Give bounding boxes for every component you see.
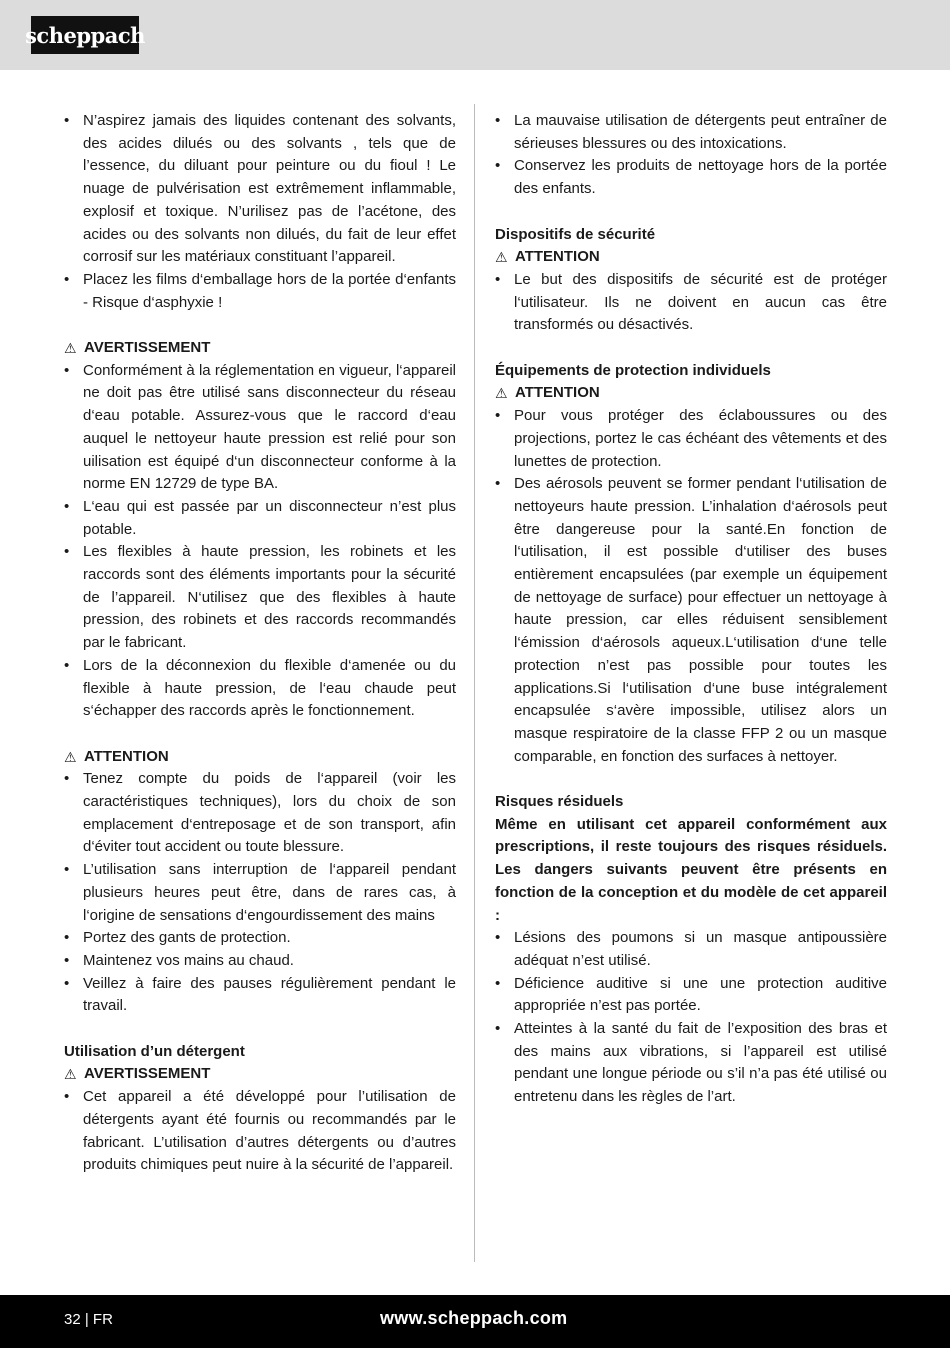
list-item: • Déficience auditive si une une protection auditive appropriée n’est pas portée. <box>495 974 887 1015</box>
list-item: • Des aérosols peuvent se former pendant l‘utilisation de nettoyeurs haute pression. L’inhalation d‘aérosols peut être dangereuse pour la santé.En fonction de l‘utilisation, il est possible d‘utiliser des buses entièrement encapsulées (par exemple un équipement de nettoyage de surface) pour effectuer un nettoyage à haute pression, car elles réduisent sensiblement l‘émission d‘aérosols aqueux.L‘utilisation d‘une telle protection n’est pas possible pour toutes les applications.Si l‘utilisation d‘une buse intégralement encapsulée s‘avère impossible, utilisez alors un masque respiratoire de la classe FFP 2 ou un masque comparable, en fonction des surfaces à nettoyer. <box>495 475 887 765</box>
page-footer <box>0 1295 950 1348</box>
list-item: • Veillez à faire des pauses régulièrement pendant le travail. <box>64 974 456 1015</box>
list-item: • Pour vous protéger des éclaboussures ou des projections, portez le cas échéant des vêtements et des lunettes de protection. <box>495 407 887 470</box>
attention-heading: ⚠ ATTENTION <box>495 246 887 269</box>
warning-triangle-icon: ⚠ <box>64 748 77 765</box>
list-item: • N’aspirez jamais des liquides contenant des solvants, des acides dilués ou des solvants , tels que de l’essence, du diluant pour peinture ou du fioul ! Le nuage de pulvérisation est extrêmement inflammable, explosif et toxique. N’urilisez pas de l’acétone, des acides ou des solvants non dilués, du fait de leur effet corrosif sur les matériaux constituant l’appareil. <box>64 112 456 266</box>
intro-bullet-list <box>495 110 887 201</box>
left-column <box>64 110 456 1177</box>
warning-triangle-icon: ⚠ <box>495 249 508 266</box>
list-item: • Le but des dispositifs de sécurité est de protéger l‘utilisateur. Ils ne doivent en aucun cas être transformés ou désactivés. <box>495 270 887 334</box>
avertissement-bullet-list <box>64 360 456 723</box>
detergent-bullet-list <box>64 1086 456 1177</box>
website-url: www.scheppach.com <box>380 1308 568 1328</box>
list-item: • Conservez les produits de nettoyage hors de la portée des enfants. <box>495 157 887 198</box>
list-item: • Lors de la déconnexion du flexible d‘amenée ou du flexible à haute pression, de l‘eau chaude peut s‘échapper des raccords après le fonctionnement. <box>64 656 456 720</box>
avertissement-heading: ⚠ AVERTISSEMENT <box>64 337 456 360</box>
list-item: • Portez des gants de protection. <box>64 929 291 947</box>
list-item: • Les flexibles à haute pression, les robinets et les raccords sont des éléments importants pour la sécurité de l’appareil. N‘utilisez que des flexibles à haute pression, des robinets et des raccords recommandés par le fabricant. <box>64 543 456 652</box>
list-item: • Lésions des poumons si un masque antipoussière adéquat n’est utilisé. <box>495 929 887 969</box>
residual-risks-bullet-list <box>495 927 887 1109</box>
list-item: • La mauvaise utilisation de détergents peut entraîner de sérieuses blessures ou des intoxications. <box>495 112 887 152</box>
list-item: • L’utilisation sans interruption de l‘appareil pendant plusieurs heures peut être, dans de rares cas, à l‘origine de sensations d‘engourdissement des mains <box>64 861 456 924</box>
warning-triangle-icon: ⚠ <box>495 385 508 402</box>
attention-bullet-list <box>64 768 456 1018</box>
list-item: • Conformément à la réglementation en vigueur, l‘appareil ne doit pas être utilisé sans disconnecteur du réseau d‘eau potable. Assurez-vous que le raccord d‘eau auquel le nettoyeur haute pression est relié pour son uilisation est équipé d‘un disconnecteur conforme à la norme EN 12729 de type BA. <box>64 361 456 493</box>
residual-risks-intro: Même en utilisant cet appareil conformément aux prescriptions, il reste toujours des risques résiduels. Les dangers suivants peuvent être présents en fonction de la conception et du modèle de cet appareil : <box>495 815 887 924</box>
safety-devices-heading: Dispositifs de sécurité <box>495 225 656 243</box>
detergent-section-heading: Utilisation d’un détergent <box>64 1042 245 1060</box>
residual-risks-heading: Risques résiduels <box>495 793 624 811</box>
page-header <box>0 0 950 70</box>
list-item: • Cet appareil a été développé pour l’utilisation de détergents ayant été fournis ou recommandés par le fabricant. L’utilisation d’autres détergents ou d’autres produits chimiques peut nuire à la sécurité de l’appareil. <box>64 1088 456 1174</box>
avertissement-heading: ⚠ AVERTISSEMENT <box>64 1063 456 1086</box>
safety-devices-bullet-list <box>495 269 887 337</box>
ppe-heading: Équipements de protection individuels <box>495 361 771 379</box>
list-item: • Placez les films d‘emballage hors de la portée d‘enfants - Risque d‘asphyxie ! <box>64 270 456 311</box>
intro-bullet-list <box>64 110 456 314</box>
page-number: 32 | FR <box>64 1311 113 1328</box>
scheppach-logo: scheppach <box>31 16 139 54</box>
list-item: • Tenez compte du poids de l‘appareil (voir les caractéristiques techniques), lors du choix de son emplacement d‘entreposage et de son transport, afin d‘éviter tout accident ou toute blessure. <box>64 770 456 856</box>
warning-triangle-icon: ⚠ <box>64 1066 77 1083</box>
attention-heading: ⚠ ATTENTION <box>495 382 887 405</box>
list-item: • Atteintes à la santé du fait de l’exposition des bras et des mains aux vibrations, si l’appareil est utilisé pendant une longue période ou s’il n’a pas été utilisé ou entretenu dans les règles de l’art. <box>495 1020 887 1106</box>
right-column <box>495 110 887 1109</box>
list-item: • Maintenez vos mains au chaud. <box>64 951 294 969</box>
list-item: • L‘eau qui est passée par un disconnecteur n’est plus potable. <box>64 497 456 538</box>
attention-heading: ⚠ ATTENTION <box>64 746 456 769</box>
warning-triangle-icon: ⚠ <box>64 340 77 357</box>
column-divider <box>474 104 475 1262</box>
ppe-bullet-list <box>495 405 887 768</box>
